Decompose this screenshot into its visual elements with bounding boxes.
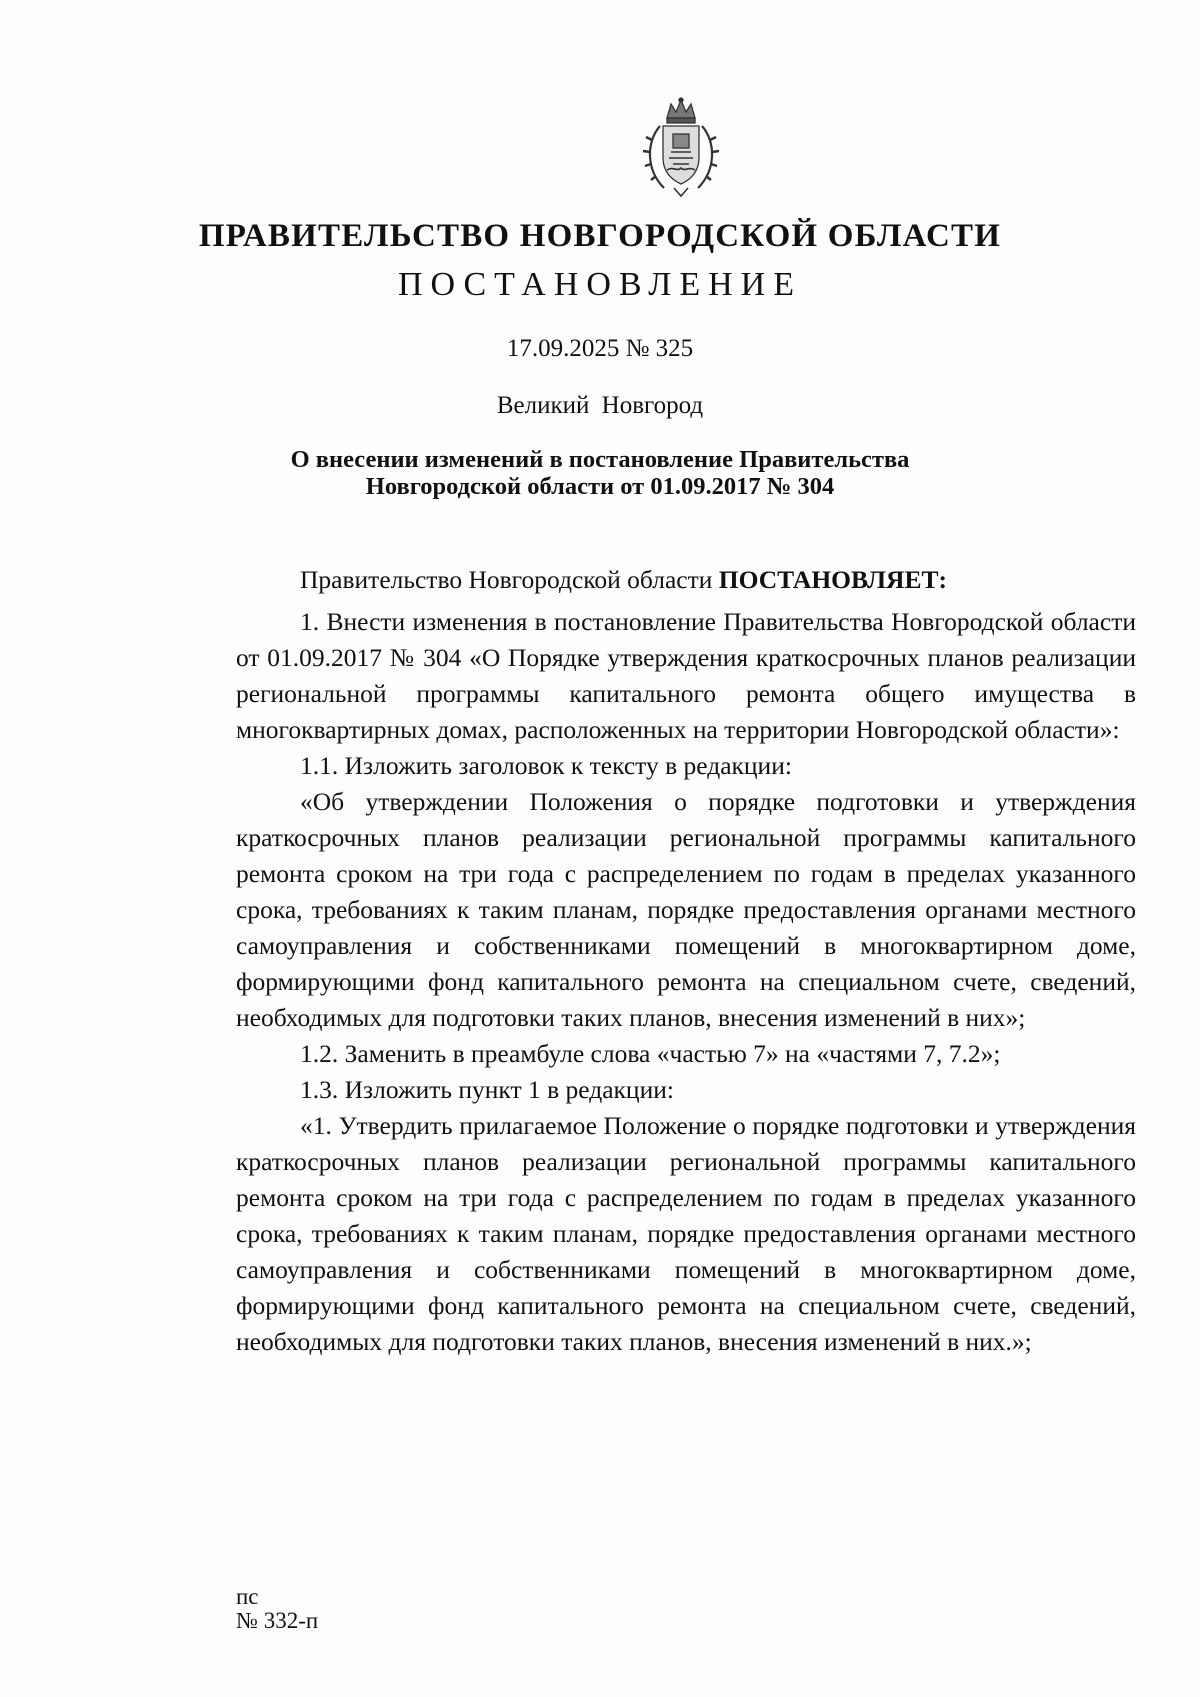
document-number: № 325 xyxy=(625,335,694,362)
city-name: Великий Новгород xyxy=(496,392,704,419)
preamble xyxy=(236,562,1136,598)
organization-name: ПРАВИТЕЛЬСТВО НОВГОРОДСКОЙ ОБЛАСТИ xyxy=(198,218,1002,254)
paragraph: 1.3. Изложить пункт 1 в редакции: xyxy=(300,1075,674,1104)
novgorod-region-coat-of-arms-icon xyxy=(640,96,722,198)
footer-reference xyxy=(236,1585,318,1633)
footer-number: № 332-п xyxy=(236,1608,319,1633)
document-body xyxy=(236,562,1136,1360)
paragraph: 1.1. Изложить заголовок к тексту в редакции: xyxy=(300,751,792,780)
document-type: ПОСТАНОВЛЕНИЕ xyxy=(397,266,803,303)
paragraph: «1. Утвердить прилагаемое Положение о порядке подготовки и утверждения краткосрочных планов реализации региональной программы капитального ремонта сроком на три года с распределением по годам в пределах указанного срока, требованиях к таким планам, порядке предоставления органами местного самоуправления и собственниками помещений в многоквартирном доме, формирующими фонд капитального ремонта на специальном счете, сведений, необходимых для подготовки таких планов, внесения изменений в них.»; xyxy=(236,1111,1136,1356)
subject-line: О внесении изменений в постановление Правительства xyxy=(290,446,910,473)
paragraph: 1.2. Заменить в преамбуле слова «частью 7» на «частями 7, 7.2»; xyxy=(300,1039,1001,1068)
document-subject xyxy=(0,446,1200,500)
paragraph: «Об утверждении Положения о порядке подготовки и утверждения краткосрочных планов реализации региональной программы капитального ремонта сроком на три года с распределением по годам в пределах указанного срока, требованиях к таким планам, порядке предоставления органами местного самоуправления и собственниками помещений в многоквартирном доме, формирующими фонд капитального ремонта на специальном счете, сведений, необходимых для подготовки таких планов, внесения изменений в них»; xyxy=(236,787,1136,1032)
preamble-emphasis: ПОСТАНОВЛЯЕТ: xyxy=(718,565,947,594)
subject-line: Новгородской области от 01.09.2017 № 304 xyxy=(365,473,835,500)
date-number-line xyxy=(0,335,1200,363)
paragraph: 1. Внести изменения в постановление Правительства Новгородской области от 01.09.2017 № 304 «О Порядке утверждения краткосрочных планов реализации региональной программы капитального ремонта общего имущества в многоквартирных домах, расположенных на территории Новгородской области»: xyxy=(236,607,1136,744)
footer-initials: пс xyxy=(236,1584,259,1609)
preamble-text: Правительство Новгородской области xyxy=(300,565,719,594)
document-date: 17.09.2025 xyxy=(506,335,620,362)
